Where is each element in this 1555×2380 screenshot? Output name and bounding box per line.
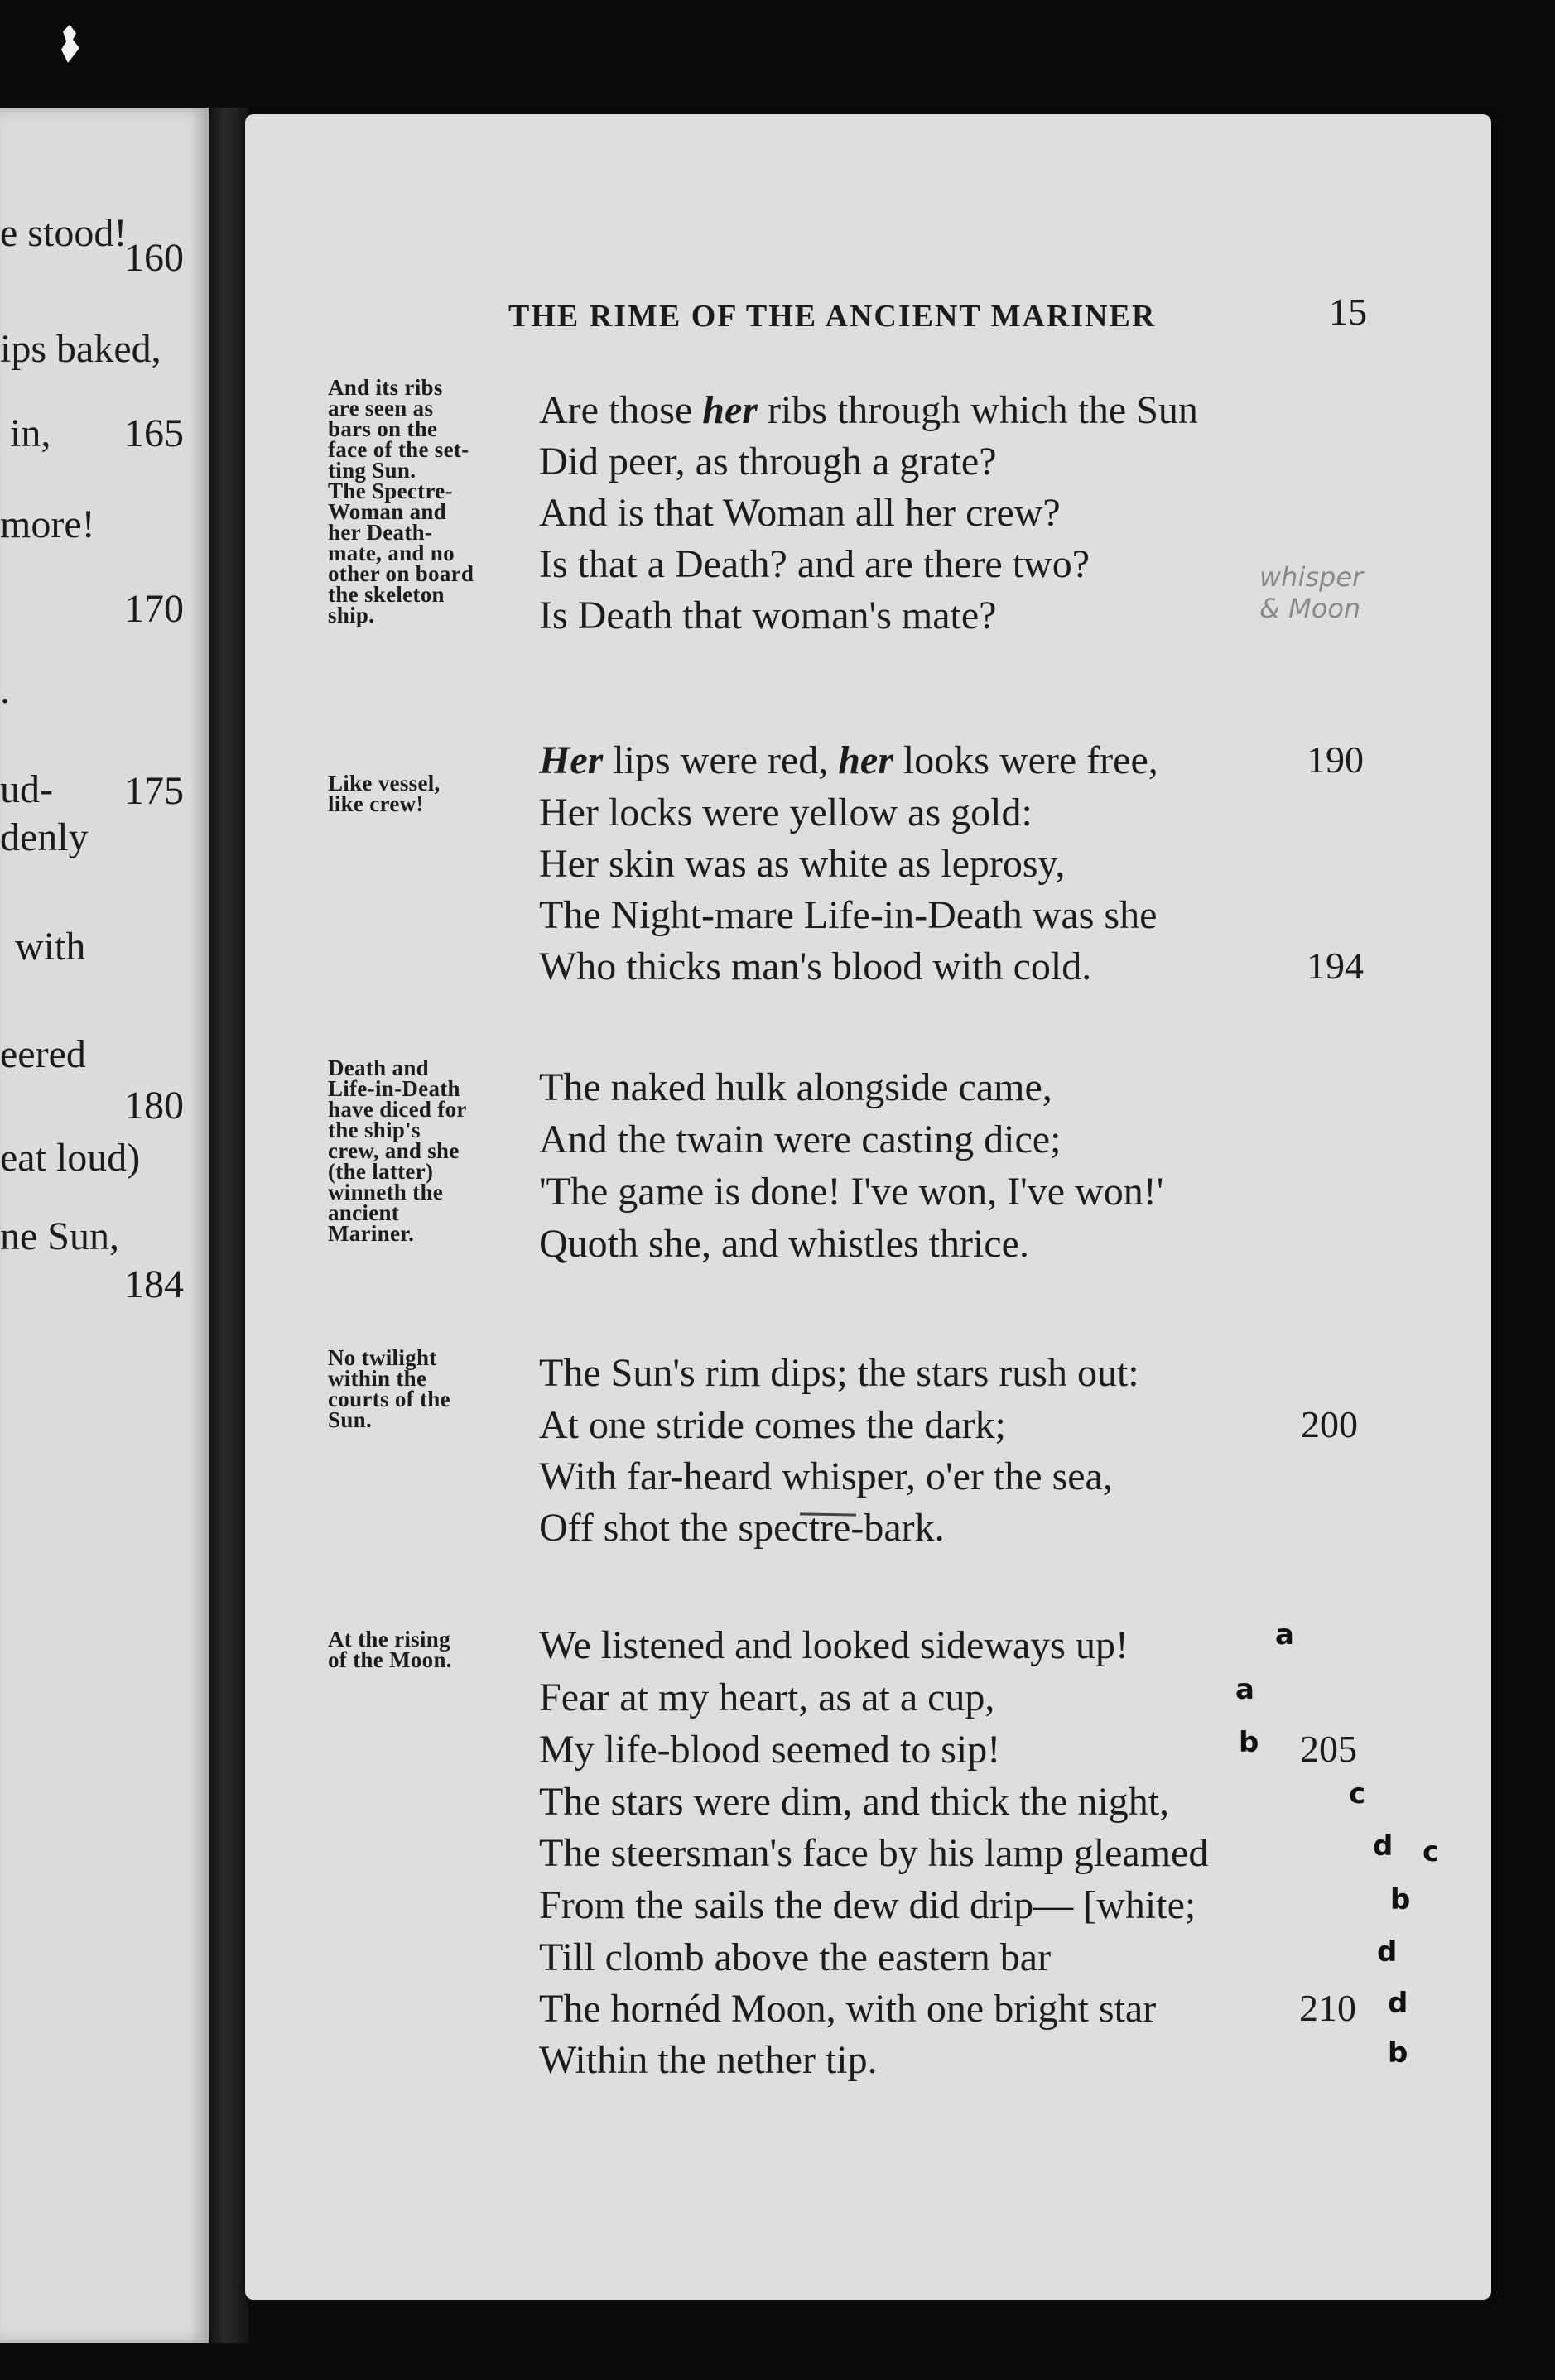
ink-mark: d	[1388, 1987, 1408, 2020]
gloss-line: Sun.	[328, 1407, 372, 1432]
verse-line: Did peer, as through a grate?	[539, 440, 997, 483]
running-head: THE RIME OF THE ANCIENT MARINER	[508, 299, 1157, 334]
verse-line: Her lips were red, her looks were free,	[539, 738, 1158, 782]
ink-mark: a	[1235, 1673, 1254, 1706]
verse-line: The Night-mare Life-in-Death was she	[539, 893, 1158, 937]
gloss-line: other on board	[328, 561, 474, 586]
side-gloss	[328, 1345, 543, 1432]
left-page-line: ud-	[0, 767, 53, 811]
verse-line: The naked hulk alongside came,	[539, 1065, 1052, 1109]
line-number: 210	[1299, 1987, 1356, 2029]
gloss-line: face of the set-	[328, 437, 469, 462]
gloss-line: the ship's	[328, 1118, 421, 1142]
gloss-line: of the Moon.	[328, 1647, 452, 1672]
line-number: 200	[1301, 1403, 1358, 1445]
left-page-line: ips baked,	[0, 327, 161, 371]
left-page-line-number: 170	[124, 587, 184, 631]
verse-line: Are those her ribs through which the Sun	[539, 388, 1198, 432]
gloss-line: her Death-	[328, 520, 433, 545]
gloss-line: like crew!	[328, 791, 424, 816]
verse-line: The stars were dim, and thick the night,	[539, 1780, 1170, 1824]
left-page-line-number: 175	[124, 769, 184, 813]
verse-line: The steersman's face by his lamp gleamed	[539, 1831, 1209, 1875]
gloss-line: the skeleton	[328, 582, 445, 607]
verse-line: Off shot the spectre-bark.	[539, 1506, 945, 1550]
verse-line: The Sun's rim dips; the stars rush out:	[539, 1351, 1139, 1395]
left-page-line-number: 160	[124, 236, 184, 280]
verse-line: Is that a Death? and are there two?	[539, 542, 1090, 586]
gloss-line: bars on the	[328, 416, 438, 441]
left-page-line: ne Sun,	[0, 1214, 119, 1258]
pencil-annotation: whisper & Moon	[1259, 561, 1364, 624]
gloss-line: crew, and she	[328, 1138, 460, 1163]
ink-mark: d	[1373, 1829, 1394, 1863]
side-gloss	[328, 773, 543, 815]
verse-line: Is Death that woman's mate?	[539, 594, 997, 637]
side-gloss	[328, 1629, 543, 1671]
gloss-line: are seen as	[328, 396, 434, 421]
line-number: 194	[1307, 945, 1364, 987]
verse-line: Within the nether tip.	[539, 2038, 878, 2082]
verse-line: At one stride comes the dark;	[539, 1403, 1006, 1447]
gloss-line: courts of the	[328, 1387, 450, 1411]
ink-mark: a	[1275, 1618, 1294, 1652]
left-page-line-number: 180	[124, 1084, 184, 1127]
side-gloss	[328, 1055, 543, 1246]
gloss-line: The Spectre-	[328, 478, 453, 503]
line-number: 205	[1300, 1728, 1357, 1770]
left-page-line: e stood!	[0, 211, 128, 255]
gloss-line: Death and	[328, 1055, 429, 1080]
page-number: 15	[1329, 291, 1367, 333]
gloss-line: No twilight	[328, 1345, 437, 1370]
left-page-line-number: 184	[124, 1262, 184, 1306]
ink-mark: b	[1390, 1883, 1411, 1916]
verse-line: Till clomb above the eastern bar	[539, 1935, 1052, 1979]
ink-blot-icon	[58, 25, 83, 65]
ink-mark: c	[1349, 1777, 1366, 1810]
verse-line: With far-heard whisper, o'er the sea,	[539, 1454, 1113, 1498]
gloss-line: Like vessel,	[328, 771, 441, 796]
ink-mark: d	[1377, 1935, 1398, 1969]
left-page-line: eered	[0, 1032, 86, 1076]
verse-line: Who thicks man's blood with cold.	[539, 945, 1092, 988]
gloss-line: mate, and no	[328, 541, 455, 565]
ink-mark: b	[1388, 2036, 1408, 2070]
gloss-line: Life-in-Death	[328, 1076, 460, 1101]
book-page	[245, 114, 1491, 2300]
verse-line: The hornéd Moon, with one bright star	[539, 1987, 1157, 2031]
left-page-line: more!	[0, 502, 95, 546]
verse-line: Her skin was as white as leprosy,	[539, 842, 1066, 886]
left-page-line-number: 165	[124, 411, 184, 455]
verse-line: My life-blood seemed to sip!	[539, 1728, 1001, 1772]
ink-mark: c	[1423, 1835, 1440, 1868]
left-page-line: denly	[0, 815, 89, 859]
verse-line: We listened and looked sideways up!	[539, 1623, 1129, 1667]
gloss-line: (the latter)	[328, 1159, 434, 1184]
verse-line: Quoth she, and whistles thrice.	[539, 1222, 1029, 1266]
verse-line: 'The game is done! I've won, I've won!'	[539, 1170, 1164, 1214]
gloss-line: ship.	[328, 603, 375, 627]
gloss-line: ting Sun.	[328, 458, 416, 483]
gloss-line: have diced for	[328, 1097, 467, 1122]
gloss-line: Mariner.	[328, 1221, 415, 1246]
gloss-line: within the	[328, 1366, 427, 1391]
left-page-line: with	[15, 925, 86, 969]
gloss-line: And its ribs	[328, 375, 443, 400]
ink-mark: b	[1239, 1726, 1259, 1759]
left-page-strip	[0, 108, 209, 2343]
side-gloss	[328, 377, 543, 626]
verse-line: Her locks were yellow as gold:	[539, 791, 1033, 834]
verse-line: Fear at my heart, as at a cup,	[539, 1676, 995, 1719]
left-page-line: .	[0, 668, 10, 712]
gloss-line: Woman and	[328, 499, 446, 524]
gloss-line: winneth the	[328, 1180, 444, 1204]
verse-line: And is that Woman all her crew?	[539, 491, 1061, 535]
verse-line: And the twain were casting dice;	[539, 1118, 1062, 1161]
gloss-line: ancient	[328, 1200, 400, 1225]
book-gutter	[209, 108, 248, 2343]
verse-line: From the sails the dew did drip— [white;	[539, 1883, 1196, 1927]
left-page-line: eat loud)	[0, 1136, 141, 1180]
gloss-line: At the rising	[328, 1627, 450, 1652]
line-number: 190	[1307, 738, 1364, 781]
left-page-line: in,	[10, 411, 51, 455]
